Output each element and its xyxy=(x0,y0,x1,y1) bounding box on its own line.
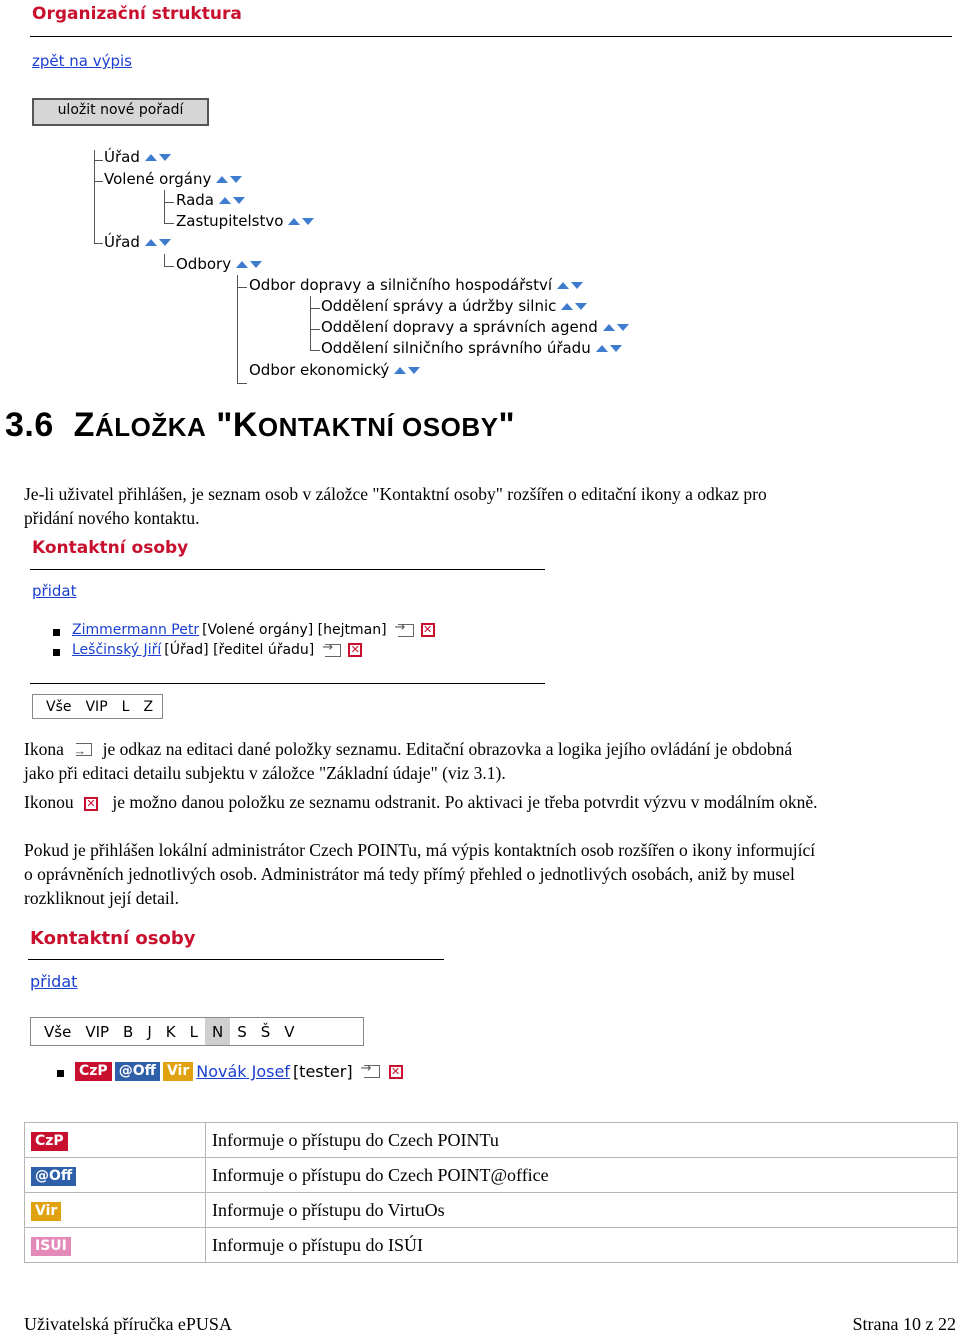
edit-icon[interactable] xyxy=(325,644,341,657)
section-heading: 3.6 ZÁLOŽKA "KONTAKTNÍ OSOBY" xyxy=(5,406,516,444)
tree-item[interactable]: Odbory xyxy=(176,255,262,273)
footer-title: Uživatelská příručka ePUSA xyxy=(24,1314,232,1334)
tree-item[interactable]: Odbor ekonomický xyxy=(249,361,420,379)
tree-item[interactable]: Rada xyxy=(176,191,245,209)
office-badge-icon: @Off xyxy=(115,1062,160,1081)
reorder-arrows-icon[interactable] xyxy=(394,367,420,374)
reorder-arrows-icon[interactable] xyxy=(603,324,629,331)
isui-badge-icon: ISUI xyxy=(31,1237,71,1256)
reorder-arrows-icon[interactable] xyxy=(561,303,587,310)
contacts-divider xyxy=(30,569,545,570)
org-divider xyxy=(30,36,952,37)
list-bullet xyxy=(53,629,60,636)
filter-item[interactable]: Vše xyxy=(44,1022,72,1041)
person-detail: [Volené orgány] [hejtman] xyxy=(202,622,387,638)
filter-item[interactable]: VIP xyxy=(85,698,108,715)
table-cell: Informuje o přístupu do ISÚI xyxy=(206,1228,958,1263)
person-link[interactable]: Zimmermann Petr xyxy=(72,622,200,638)
list-item xyxy=(72,642,362,658)
tree-item[interactable]: Volené orgány xyxy=(104,170,242,188)
czechpoint-badge-icon: CzP xyxy=(75,1062,112,1081)
contacts-divider xyxy=(28,959,444,960)
table-row xyxy=(25,1158,958,1193)
person-detail: [Úřad] [ředitel úřadu] xyxy=(164,642,315,658)
delete-icon[interactable]: ✕ xyxy=(348,643,362,657)
paragraph: Je-li uživatel přihlášen, je seznam osob v záložce "Kontaktní osoby" rozšířen o editační ikony a odkaz pro přidání nového kontaktu. xyxy=(24,484,767,528)
filter-item[interactable]: VIP xyxy=(85,1022,110,1041)
filter-item[interactable]: K xyxy=(165,1022,176,1041)
page-number: Strana 10 z 22 xyxy=(852,1314,956,1334)
list-item xyxy=(72,622,435,638)
virtuos-badge-icon: Vir xyxy=(163,1062,193,1081)
tree-item[interactable]: Oddělení správy a údržby silnic xyxy=(321,297,587,315)
list-item xyxy=(75,1062,403,1081)
tree-item[interactable]: Úřad xyxy=(104,233,171,251)
tree-item[interactable]: Odbor dopravy a silničního hospodářství xyxy=(249,276,583,294)
filter-item[interactable]: V xyxy=(284,1022,295,1041)
letter-filter xyxy=(32,694,163,719)
table-row xyxy=(25,1228,958,1263)
tree-item[interactable]: Oddělení dopravy a správních agend xyxy=(321,318,629,336)
delete-icon: ✕ xyxy=(84,797,98,811)
list-bullet xyxy=(57,1070,64,1077)
delete-icon[interactable]: ✕ xyxy=(421,623,435,637)
filter-item[interactable]: S xyxy=(237,1022,247,1041)
reorder-arrows-icon[interactable] xyxy=(145,239,171,246)
paragraph: Ikona → je odkaz na editaci dané položky seznamu. Editační obrazovka a logika jejího ovládání je obdobná jako při editaci detailu subjektu v záložce "Základní údaje" (viz 3.1). Ikonou ✕ je možno danou položku ze seznamu odstranit. Po aktivaci je třeba potvrdit výzvu v modálním okně. xyxy=(24,737,818,814)
reorder-arrows-icon[interactable] xyxy=(236,261,262,268)
edit-icon xyxy=(76,743,92,756)
add-contact-link[interactable]: přidat xyxy=(32,582,77,600)
filter-item[interactable]: L xyxy=(121,698,130,715)
filter-item[interactable]: J xyxy=(147,1022,152,1041)
czechpoint-badge-icon: CzP xyxy=(31,1132,68,1151)
table-cell: Informuje o přístupu do Czech POINTu xyxy=(206,1123,958,1158)
reorder-arrows-icon[interactable] xyxy=(216,176,242,183)
filter-item[interactable]: Z xyxy=(143,698,154,715)
paragraph: Pokud je přihlášen lokální administrátor Czech POINTu, má výpis kontaktních osob rozšířen o ikony informující o oprávněních jednotlivých osob. Administrátor má tedy přímý přehled o jednotlivých osobách, aniž by musel rozkliknout její detail. xyxy=(24,840,816,908)
reorder-arrows-icon[interactable] xyxy=(288,218,314,225)
reorder-arrows-icon[interactable] xyxy=(219,197,245,204)
filter-item-selected[interactable]: N xyxy=(205,1018,230,1045)
save-order-button[interactable]: uložit nové pořadí xyxy=(32,98,209,126)
tree-item[interactable]: Zastupitelstvo xyxy=(176,212,314,230)
back-link[interactable]: zpět na výpis xyxy=(32,52,132,70)
list-bullet xyxy=(53,649,60,656)
letter-filter xyxy=(30,1017,364,1046)
filter-item[interactable]: L xyxy=(189,1022,198,1041)
table-cell: Informuje o přístupu do VirtuOs xyxy=(206,1193,958,1228)
filter-item[interactable]: Vše xyxy=(46,698,72,715)
tree-item[interactable]: Oddělení silničního správního úřadu xyxy=(321,339,622,357)
filter-item[interactable]: B xyxy=(123,1022,134,1041)
table-row xyxy=(25,1123,958,1158)
reorder-arrows-icon[interactable] xyxy=(145,154,171,161)
edit-icon[interactable] xyxy=(364,1065,380,1078)
contacts-title: Kontaktní osoby xyxy=(30,928,196,949)
virtuos-badge-icon: Vir xyxy=(31,1202,61,1221)
add-contact-link[interactable]: přidat xyxy=(30,972,78,991)
person-link[interactable]: Novák Josef xyxy=(196,1062,290,1081)
reorder-arrows-icon[interactable] xyxy=(557,282,583,289)
filter-item[interactable]: Š xyxy=(260,1022,271,1041)
person-link[interactable]: Leščinský Jiří xyxy=(72,642,162,658)
edit-icon[interactable] xyxy=(398,624,414,637)
reorder-arrows-icon[interactable] xyxy=(596,345,622,352)
contacts-title: Kontaktní osoby xyxy=(32,538,189,558)
org-title: Organizační struktura xyxy=(32,4,242,24)
delete-icon[interactable]: ✕ xyxy=(389,1065,403,1079)
person-detail: [tester] xyxy=(292,1062,353,1081)
tree-item[interactable]: Úřad xyxy=(104,148,171,166)
office-badge-icon: @Off xyxy=(31,1167,76,1186)
badge-legend-table xyxy=(24,1122,958,1263)
contacts-divider xyxy=(30,683,545,684)
table-row xyxy=(25,1193,958,1228)
table-cell: Informuje o přístupu do Czech POINT@office xyxy=(206,1158,958,1193)
